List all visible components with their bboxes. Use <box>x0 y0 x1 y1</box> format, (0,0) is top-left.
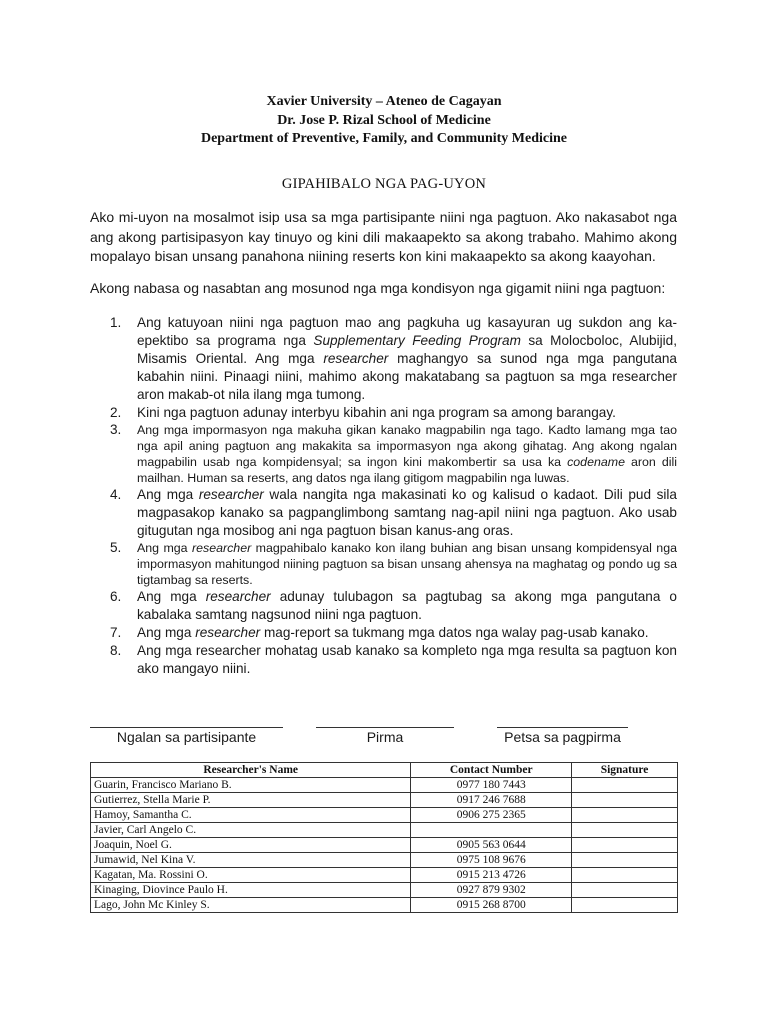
participant-name-line[interactable] <box>90 727 283 728</box>
signature-cell[interactable] <box>572 808 678 823</box>
university-name: Xavier University – Ateneo de Cagayan <box>266 94 502 109</box>
participant-name-label: Ngalan sa partisipante <box>116 729 257 745</box>
signature-cell[interactable] <box>572 853 678 868</box>
researcher-name: Guarin, Francisco Mariano B. <box>91 778 411 793</box>
table-row <box>91 898 678 913</box>
contact-number: 0977 180 7443 <box>411 778 572 793</box>
list-item: 7. Ang mga researcher mag-report sa tukmang mga datos nga walay pag-usab kanako. <box>110 625 649 640</box>
table-row <box>91 868 678 883</box>
signature-cell[interactable] <box>572 778 678 793</box>
researcher-name: Jumawid, Nel Kina V. <box>91 853 411 868</box>
list-item: 2. Kini nga pagtuon adunay interbyu kibahin ani nga program sa among barangay. <box>110 405 616 420</box>
consent-paragraph: Ako mi-uyon na mosalmot isip usa sa mga partisipante niini nga pagtuon. Ako nakasabot nga ang akong partisipasyon kay tinuyo og kini dili makaapekto sa akong trabaho. Mahimo akong mopalayo bisan unsang panahona niining reserts kon kini makaapekto sa akong kaayohan. <box>90 209 677 264</box>
column-header-name: Researcher's Name <box>91 763 411 778</box>
table-row <box>91 883 678 898</box>
signature-cell[interactable] <box>572 823 678 838</box>
researchers-table <box>90 762 678 913</box>
list-item: 6. Ang mga researcher adunay tulubagon sa pagtubag sa akong mga pangutana o kabalaka samtang nagsunod niini nga pagtuon. <box>110 589 677 622</box>
researcher-name: Hamoy, Samantha C. <box>91 808 411 823</box>
conditions-intro: Akong nabasa og nasabtan ang mosunod nga mga kondisyon nga gigamit niini nga pagtuon: <box>90 280 666 296</box>
list-item: 5. Ang mga researcher magpahibalo kanako kon ilang buhian ang bisan unsang kompidensyal nga impormasyon mahitungod niining pagtuon sa bisan unsang ahensya na maghatag og pondo ug sa tigtambag sa reserts. <box>110 540 677 587</box>
contact-number: 0927 879 9302 <box>411 883 572 898</box>
researcher-name: Gutierrez, Stella Marie P. <box>91 793 411 808</box>
signature-cell[interactable] <box>572 793 678 808</box>
researcher-name: Kagatan, Ma. Rossini O. <box>91 868 411 883</box>
researcher-name: Kinaging, Diovince Paulo H. <box>91 883 411 898</box>
signature-line[interactable] <box>316 727 454 728</box>
contact-number: 0915 213 4726 <box>411 868 572 883</box>
researcher-name: Javier, Carl Angelo C. <box>91 823 411 838</box>
list-item: 1. Ang katuyoan niini nga pagtuon mao ang pagkuha ug kasayuran ug sukdon ang ka-epektibo sa programa nga Supplementary Feeding Program sa Molocboloc, Alubijid, Misamis Oriental. Ang mga researcher maghangyo sa sunod nga mga pangutana kabahin niini. Pinaagi niini, mahimo akong makatabang sa pagtuon sa mga researcher aron makab-ot nila ilang mga tumong. <box>110 315 677 402</box>
signature-label: Pirma <box>366 729 404 745</box>
signature-cell[interactable] <box>572 898 678 913</box>
researcher-name: Joaquin, Noel G. <box>91 838 411 853</box>
table-header-row <box>91 763 678 778</box>
contact-number: 0915 268 8700 <box>411 898 572 913</box>
table-row <box>91 778 678 793</box>
list-item: 8. Ang mga researcher mohatag usab kanako sa kompleto nga mga resulta sa pagtuon kon ako mangayo niini. <box>110 643 677 676</box>
signature-cell[interactable] <box>572 883 678 898</box>
school-name: Dr. Jose P. Rizal School of Medicine <box>277 112 491 128</box>
department-name: Department of Preventive, Family, and Community Medicine <box>200 131 568 146</box>
date-label: Petsa sa pagpirma <box>504 729 621 745</box>
signature-cell[interactable] <box>572 868 678 883</box>
researcher-name: Lago, John Mc Kinley S. <box>91 898 411 913</box>
table-row <box>91 853 678 868</box>
signature-cell[interactable] <box>572 838 678 853</box>
document-title: GIPAHIBALO NGA PAG-UYON <box>281 176 487 192</box>
contact-number: 0975 108 9676 <box>411 853 572 868</box>
table-row <box>91 808 678 823</box>
table-row <box>91 793 678 808</box>
contact-number <box>411 823 572 838</box>
column-header-contact: Contact Number <box>411 763 572 778</box>
conditions-list <box>90 314 677 678</box>
column-header-signature: Signature <box>572 763 678 778</box>
table-row <box>91 838 678 853</box>
contact-number: 0905 563 0644 <box>411 838 572 853</box>
date-line[interactable] <box>497 727 628 728</box>
table-row <box>91 823 678 838</box>
document-header <box>0 93 768 149</box>
contact-number: 0917 246 7688 <box>411 793 572 808</box>
list-item: 3. Ang mga impormasyon nga makuha gikan kanako magpabilin nga tago. Kadto lamang mga tao nga apil aning pagtuon ang makakita sa impormasyon nga akong gihatag. Ang akong ngalan magpabilin usab nga kompidensyal; sa ingon kini makombertir sa usa ka codename aron dili mailhan. Human sa reserts, ang datos nga ilang gitigom magpabilin nga luwas. <box>110 422 677 485</box>
contact-number: 0906 275 2365 <box>411 808 572 823</box>
list-item: 4. Ang mga researcher wala nangita nga makasinati ko og kalisud o kadaot. Dili pud sila magpasakop kanako sa pagpanglimbong samtang nag-apil niini nga pagtuon. Ako usab gitugutan nga mosibog ani nga pagtuon bisan kanus-ang oras. <box>110 487 677 538</box>
